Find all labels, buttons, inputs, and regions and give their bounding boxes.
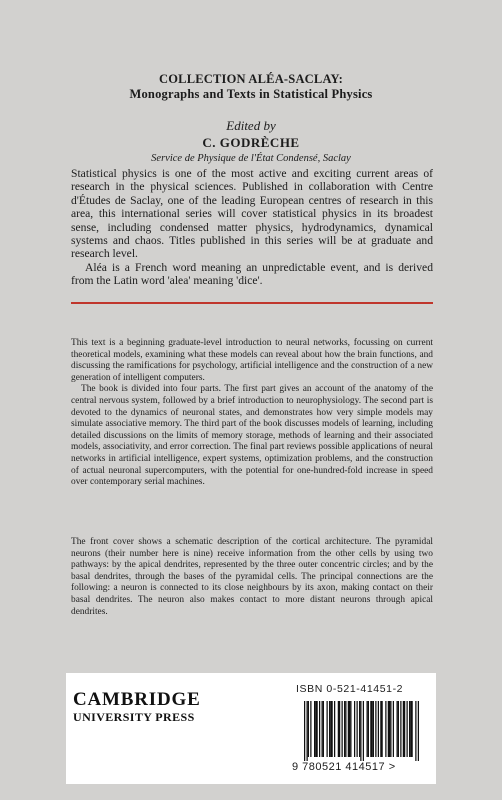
series-description-paragraph: Aléa is a French word meaning an unpredictable event, and is derived from the Latin word 'alea' meaning 'dice'. (71, 260, 433, 288)
cover-description-paragraph: The front cover shows a schematic description of the cortical architecture. The pyramidal neurons (their number here is nine) receive information from the other cells by using two pathways: by the apical dendrites, represented by the three outer concentric circles; and by the basal dendrites, through the bases of the pyramidal cells. The principal connections are the following: a neuron is connected to its close neighbours by its axon, making contact on their basal dendrites. The neuron also makes contact to more distant neurons through apical dendrites. (71, 537, 433, 617)
book-description-paragraph: The book is divided into four parts. The first part gives an account of the anatomy of the central nervous system, followed by a brief introduction to neurophysiology. The second part is devoted to the dynamics of neuronal states, and demonstrates how very simple models may simulate associative memory. The third part of the book discusses models of learning, including detailed discussions on the limits of memory storage, methods of learning and their associated models, associativity, and error correction. The final part reviews possible applications of neural networks in artificial intelligence, expert systems, optimization problems, and the construction of actual neuronal supercomputers, with the potential for one-hundred-fold increase in speed over contemporary serial machines. (71, 384, 433, 488)
book-description (71, 338, 433, 489)
barcode-digits: 9 780521 414517 > (292, 761, 396, 773)
series-title-line2: Monographs and Texts in Statistical Physics (129, 87, 373, 101)
isbn-label: ISBN 0-521-41451-2 (296, 683, 404, 695)
series-description-paragraph: Statistical physics is one of the most active and exciting current areas of research in the physical sciences. Published in collaboration with Centre d'Études de Saclay, one of the leading European centres of research in this area, this international series will cover statistical physics in its broadest sense, including condensed matter physics, hydrodynamics, dynamical systems and chaos. Titles published in this series will be at graduate and research level. (71, 167, 433, 261)
barcode-icon (304, 701, 424, 761)
series-title (0, 72, 502, 102)
editor-affiliation: Service de Physique de l'État Condensé, Saclay (151, 153, 351, 164)
series-title-line1: COLLECTION ALÉA-SACLAY: (159, 72, 343, 86)
red-divider-rule (71, 302, 433, 304)
book-description-paragraph: This text is a beginning graduate-level introduction to neural networks, focussing on current theoretical models, examining what these models can reveal about how the brain functions, and discussing the ramifications for psychology, artificial intelligence and the construction of a new generation of intelligent computers. (71, 338, 433, 383)
editor-name: C. GODRÈCHE (202, 135, 300, 150)
publisher-subname: UNIVERSITY PRESS (73, 710, 195, 724)
editor-block (0, 118, 502, 165)
publisher-logo (73, 690, 201, 724)
series-description (71, 167, 433, 288)
publisher-name: CAMBRIDGE (73, 689, 201, 710)
publisher-barcode-box (66, 673, 436, 784)
cover-description (71, 537, 433, 618)
edited-by-label: Edited by (226, 118, 276, 133)
